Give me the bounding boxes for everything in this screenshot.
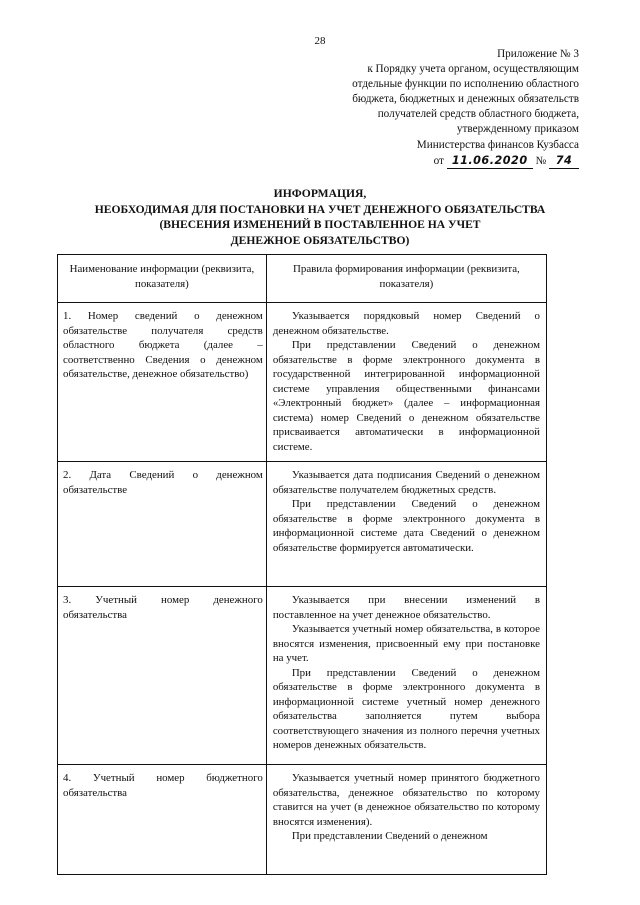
handwritten-number: 74 [549,153,579,169]
rule-paragraph: Указывается учетный номер принятого бюджетного обязательства, денежное обязательство по которому ставится на учет (в денежное обязательство по которому вносятся изменения). [272,772,540,828]
appendix-line: бюджета, бюджетных и денежных обязательств [352,93,579,106]
column-header-rules: Правила формирования информации (реквизита, показателя) [266,255,546,303]
rule-paragraph: Указывается при внесении изменений в поставленное на учет денежное обязательство. [272,594,540,621]
title-line: НЕОБХОДИМАЯ ДЛЯ ПОСТАНОВКИ НА УЧЕТ ДЕНЕЖНОГО ОБЯЗАТЕЛЬСТВА [94,202,546,216]
row-name-cell: 3. Учетный номер денежного обязательства [58,587,267,765]
document-title [40,186,600,248]
appendix-line: Министерства финансов Кузбасса [416,138,579,151]
rule-paragraph: Указывается порядковый номер Сведений о денежном обязательстве. [272,310,540,337]
row-name-cell: 4. Учетный номер бюджетного обязательства [58,765,267,875]
appendix-header [352,47,579,169]
title-line: ДЕНЕЖНОЕ ОБЯЗАТЕЛЬСТВО) [230,233,410,247]
row-rules-cell [266,765,546,875]
rule-paragraph: Указывается учетный номер обязательства, в которое вносятся изменения, присвоенный ему при постановке на учет. [272,623,540,664]
row-rules-cell [266,462,546,587]
number-prefix: № [535,154,547,167]
title-line: (ВНЕСЕНИЯ ИЗМЕНЕНИЙ В ПОСТАВЛЕННОЕ НА УЧЕТ [159,218,481,231]
table-header-row [58,255,547,303]
rule-paragraph: При представлении Сведений о денежном обязательстве в форме электронного документа в информационной системе дата Сведений о денежном обязательстве формируется автоматически. [272,498,540,554]
rule-paragraph: При представлении Сведений о денежном обязательстве в форме электронного документа в информационной системе учетный номер денежного обязательства заполняется путем выбора соответствующего значения из полного перечня учетных номеров денежных обязательств. [272,666,540,751]
rule-paragraph: При представлении Сведений о денежном [291,830,488,842]
column-header-name: Наименование информации (реквизита, показателя) [58,255,267,303]
row-rules-cell [266,303,546,462]
table-row [58,587,547,765]
appendix-title: Приложение № 3 [497,48,579,60]
table-row [58,303,547,462]
info-table [57,254,547,875]
page-number: 28 [314,35,326,47]
row-name-cell: 2. Дата Сведений о денежном обязательстве [58,462,267,587]
handwritten-date: 11.06.2020 [447,153,533,169]
table-row [58,765,547,875]
rule-paragraph: Указывается дата подписания Сведений о денежном обязательстве получателем бюджетных средств. [272,469,540,496]
title-line: ИНФОРМАЦИЯ, [273,187,367,200]
appendix-line: получателей средств областного бюджета, [377,108,579,121]
appendix-line: к Порядку учета органом, осуществляющим [367,63,579,76]
appendix-line: утвержденному приказом [456,123,579,136]
table-row [58,462,547,587]
row-name-cell: 1. Номер сведений о денежном обязательстве получателя средств областного бюджета (далее – соответственно Сведения о денежном обязательстве, денежное обязательство) [58,303,267,462]
row-rules-cell [266,587,546,765]
rule-paragraph: При представлении Сведений о денежном обязательстве в форме электронного документа в государственной интегрированной информационной системе управления общественными финансами «Электронный бюджет» (далее – информационная система) номер Сведений о денежном обязательстве присваивается автоматически в информационной системе. [272,339,540,453]
date-prefix: от [433,154,444,167]
appendix-line: отдельные функции по исполнению областного [352,78,579,91]
order-date-number [352,153,579,169]
